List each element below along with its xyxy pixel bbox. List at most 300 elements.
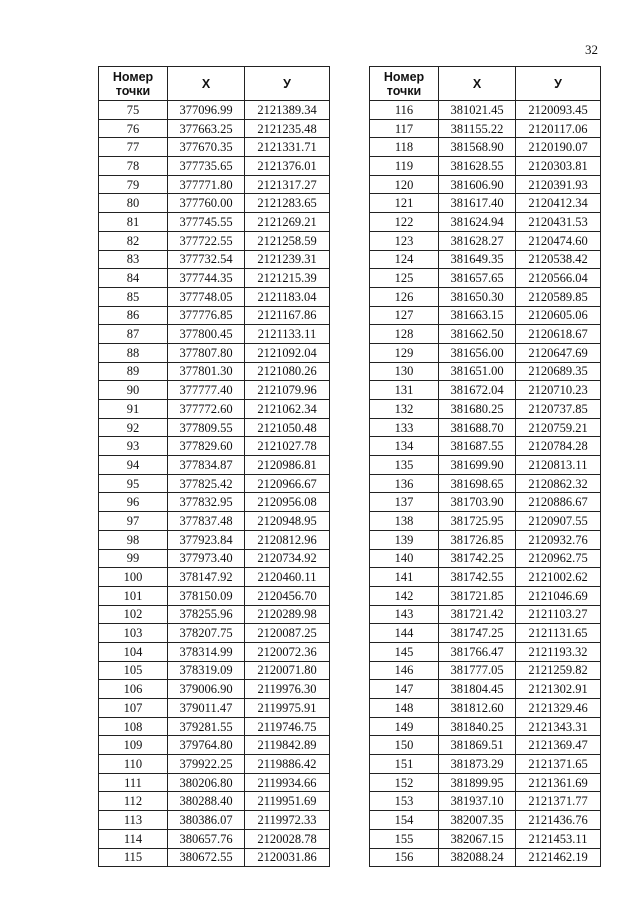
table-row bbox=[99, 138, 330, 157]
x-coordinate-cell: 382088.24 bbox=[439, 848, 516, 867]
point-number-cell: 134 bbox=[370, 437, 439, 456]
y-coordinate-cell: 2121453.11 bbox=[516, 829, 601, 848]
table-row bbox=[99, 549, 330, 568]
table-row bbox=[370, 474, 601, 493]
table-row bbox=[370, 362, 601, 381]
point-number-cell: 148 bbox=[370, 699, 439, 718]
x-coordinate-cell: 381606.90 bbox=[439, 175, 516, 194]
table-row bbox=[99, 306, 330, 325]
table-row bbox=[370, 549, 601, 568]
y-coordinate-cell: 2121389.34 bbox=[245, 101, 330, 120]
table-row bbox=[99, 287, 330, 306]
table-row bbox=[370, 250, 601, 269]
x-coordinate-cell: 377777.40 bbox=[168, 381, 245, 400]
table-header-row bbox=[99, 67, 330, 101]
y-coordinate-cell: 2120734.92 bbox=[245, 549, 330, 568]
y-coordinate-cell: 2121079.96 bbox=[245, 381, 330, 400]
y-coordinate-cell: 2121376.01 bbox=[245, 157, 330, 176]
y-coordinate-cell: 2120907.55 bbox=[516, 512, 601, 531]
y-coordinate-cell: 2121302.91 bbox=[516, 680, 601, 699]
table-row bbox=[99, 773, 330, 792]
y-coordinate-cell: 2120303.81 bbox=[516, 157, 601, 176]
x-coordinate-cell: 378255.96 bbox=[168, 605, 245, 624]
point-number-cell: 92 bbox=[99, 418, 168, 437]
y-coordinate-cell: 2121361.69 bbox=[516, 773, 601, 792]
point-number-cell: 83 bbox=[99, 250, 168, 269]
y-coordinate-cell: 2120962.75 bbox=[516, 549, 601, 568]
x-coordinate-cell: 377771.80 bbox=[168, 175, 245, 194]
x-coordinate-cell: 382067.15 bbox=[439, 829, 516, 848]
table-row bbox=[99, 848, 330, 867]
table-row bbox=[99, 325, 330, 344]
x-coordinate-cell: 381777.05 bbox=[439, 661, 516, 680]
table-row bbox=[370, 829, 601, 848]
table-row bbox=[370, 811, 601, 830]
y-coordinate-cell: 2120812.96 bbox=[245, 530, 330, 549]
y-coordinate-cell: 2120966.67 bbox=[245, 474, 330, 493]
point-number-cell: 96 bbox=[99, 493, 168, 512]
point-number-cell: 85 bbox=[99, 287, 168, 306]
point-number-cell: 100 bbox=[99, 568, 168, 587]
x-coordinate-cell: 377801.30 bbox=[168, 362, 245, 381]
point-number-cell: 129 bbox=[370, 343, 439, 362]
x-coordinate-cell: 380672.55 bbox=[168, 848, 245, 867]
point-number-cell: 145 bbox=[370, 642, 439, 661]
point-number-cell: 106 bbox=[99, 680, 168, 699]
x-coordinate-cell: 377800.45 bbox=[168, 325, 245, 344]
point-number-cell: 143 bbox=[370, 605, 439, 624]
x-coordinate-cell: 380386.07 bbox=[168, 811, 245, 830]
y-coordinate-cell: 2121343.31 bbox=[516, 717, 601, 736]
x-coordinate-cell: 381899.95 bbox=[439, 773, 516, 792]
point-number-cell: 109 bbox=[99, 736, 168, 755]
point-number-cell: 103 bbox=[99, 624, 168, 643]
x-coordinate-cell: 379922.25 bbox=[168, 755, 245, 774]
y-coordinate-cell: 2120566.04 bbox=[516, 269, 601, 288]
point-number-cell: 89 bbox=[99, 362, 168, 381]
table-row bbox=[370, 568, 601, 587]
x-coordinate-cell: 379011.47 bbox=[168, 699, 245, 718]
point-number-cell: 90 bbox=[99, 381, 168, 400]
header-y: У bbox=[245, 67, 330, 101]
x-coordinate-cell: 379281.55 bbox=[168, 717, 245, 736]
y-coordinate-cell: 2120605.06 bbox=[516, 306, 601, 325]
point-number-cell: 95 bbox=[99, 474, 168, 493]
y-coordinate-cell: 2120759.21 bbox=[516, 418, 601, 437]
x-coordinate-cell: 377735.65 bbox=[168, 157, 245, 176]
x-coordinate-cell: 381766.47 bbox=[439, 642, 516, 661]
y-coordinate-cell: 2121183.04 bbox=[245, 287, 330, 306]
point-number-cell: 139 bbox=[370, 530, 439, 549]
y-coordinate-cell: 2120737.85 bbox=[516, 400, 601, 419]
point-number-cell: 124 bbox=[370, 250, 439, 269]
y-coordinate-cell: 2120986.81 bbox=[245, 456, 330, 475]
y-coordinate-cell: 2120391.93 bbox=[516, 175, 601, 194]
x-coordinate-cell: 379006.90 bbox=[168, 680, 245, 699]
x-coordinate-cell: 377923.84 bbox=[168, 530, 245, 549]
table-row bbox=[370, 530, 601, 549]
y-coordinate-cell: 2121329.46 bbox=[516, 699, 601, 718]
x-coordinate-cell: 381663.15 bbox=[439, 306, 516, 325]
x-coordinate-cell: 381021.45 bbox=[439, 101, 516, 120]
table-row bbox=[370, 642, 601, 661]
table-row bbox=[99, 699, 330, 718]
point-number-cell: 115 bbox=[99, 848, 168, 867]
x-coordinate-cell: 381747.25 bbox=[439, 624, 516, 643]
point-number-cell: 86 bbox=[99, 306, 168, 325]
point-number-cell: 93 bbox=[99, 437, 168, 456]
table-row bbox=[99, 400, 330, 419]
table-row bbox=[99, 642, 330, 661]
y-coordinate-cell: 2121258.59 bbox=[245, 231, 330, 250]
point-number-cell: 119 bbox=[370, 157, 439, 176]
x-coordinate-cell: 378207.75 bbox=[168, 624, 245, 643]
x-coordinate-cell: 381725.95 bbox=[439, 512, 516, 531]
x-coordinate-cell: 381628.27 bbox=[439, 231, 516, 250]
point-number-cell: 105 bbox=[99, 661, 168, 680]
point-number-cell: 149 bbox=[370, 717, 439, 736]
y-coordinate-cell: 2120093.45 bbox=[516, 101, 601, 120]
y-coordinate-cell: 2120948.95 bbox=[245, 512, 330, 531]
point-number-cell: 94 bbox=[99, 456, 168, 475]
y-coordinate-cell: 2119972.33 bbox=[245, 811, 330, 830]
point-number-cell: 131 bbox=[370, 381, 439, 400]
x-coordinate-cell: 377670.35 bbox=[168, 138, 245, 157]
y-coordinate-cell: 2120589.85 bbox=[516, 287, 601, 306]
table-row bbox=[370, 175, 601, 194]
y-coordinate-cell: 2121002.62 bbox=[516, 568, 601, 587]
x-coordinate-cell: 377829.60 bbox=[168, 437, 245, 456]
x-coordinate-cell: 381687.55 bbox=[439, 437, 516, 456]
point-number-cell: 147 bbox=[370, 680, 439, 699]
table-row bbox=[370, 586, 601, 605]
x-coordinate-cell: 381617.40 bbox=[439, 194, 516, 213]
y-coordinate-cell: 2119934.66 bbox=[245, 773, 330, 792]
y-coordinate-cell: 2121369.47 bbox=[516, 736, 601, 755]
x-coordinate-cell: 381698.65 bbox=[439, 474, 516, 493]
x-coordinate-cell: 381688.70 bbox=[439, 418, 516, 437]
x-coordinate-cell: 377096.99 bbox=[168, 101, 245, 120]
y-coordinate-cell: 2121193.32 bbox=[516, 642, 601, 661]
table-row bbox=[370, 138, 601, 157]
x-coordinate-cell: 381721.85 bbox=[439, 586, 516, 605]
table-row bbox=[370, 101, 601, 120]
table-row bbox=[99, 381, 330, 400]
x-coordinate-cell: 381680.25 bbox=[439, 400, 516, 419]
table-row bbox=[370, 325, 601, 344]
point-number-cell: 116 bbox=[370, 101, 439, 120]
x-coordinate-cell: 377745.55 bbox=[168, 213, 245, 232]
table-row bbox=[370, 306, 601, 325]
y-coordinate-cell: 2120710.23 bbox=[516, 381, 601, 400]
table-body-right bbox=[370, 101, 601, 867]
y-coordinate-cell: 2121131.65 bbox=[516, 624, 601, 643]
y-coordinate-cell: 2121371.77 bbox=[516, 792, 601, 811]
header-x: X bbox=[168, 67, 245, 101]
y-coordinate-cell: 2120647.69 bbox=[516, 343, 601, 362]
table-row bbox=[99, 792, 330, 811]
point-number-cell: 99 bbox=[99, 549, 168, 568]
x-coordinate-cell: 377825.42 bbox=[168, 474, 245, 493]
table-row bbox=[370, 493, 601, 512]
table-row bbox=[370, 792, 601, 811]
point-number-cell: 155 bbox=[370, 829, 439, 848]
point-number-cell: 135 bbox=[370, 456, 439, 475]
point-number-cell: 141 bbox=[370, 568, 439, 587]
table-row bbox=[370, 231, 601, 250]
table-row bbox=[99, 250, 330, 269]
point-number-cell: 97 bbox=[99, 512, 168, 531]
x-coordinate-cell: 379764.80 bbox=[168, 736, 245, 755]
point-number-cell: 144 bbox=[370, 624, 439, 643]
table-row bbox=[99, 418, 330, 437]
y-coordinate-cell: 2120538.42 bbox=[516, 250, 601, 269]
x-coordinate-cell: 381721.42 bbox=[439, 605, 516, 624]
y-coordinate-cell: 2121062.34 bbox=[245, 400, 330, 419]
x-coordinate-cell: 381662.50 bbox=[439, 325, 516, 344]
point-number-cell: 130 bbox=[370, 362, 439, 381]
table-row bbox=[370, 512, 601, 531]
point-number-cell: 87 bbox=[99, 325, 168, 344]
x-coordinate-cell: 381650.30 bbox=[439, 287, 516, 306]
y-coordinate-cell: 2120071.80 bbox=[245, 661, 330, 680]
y-coordinate-cell: 2121239.31 bbox=[245, 250, 330, 269]
table-row bbox=[370, 213, 601, 232]
x-coordinate-cell: 377772.60 bbox=[168, 400, 245, 419]
y-coordinate-cell: 2120031.86 bbox=[245, 848, 330, 867]
x-coordinate-cell: 377973.40 bbox=[168, 549, 245, 568]
x-coordinate-cell: 381937.10 bbox=[439, 792, 516, 811]
x-coordinate-cell: 381869.51 bbox=[439, 736, 516, 755]
x-coordinate-cell: 377760.00 bbox=[168, 194, 245, 213]
point-number-cell: 152 bbox=[370, 773, 439, 792]
point-number-cell: 126 bbox=[370, 287, 439, 306]
point-number-cell: 128 bbox=[370, 325, 439, 344]
table-row bbox=[99, 231, 330, 250]
table-header-row bbox=[370, 67, 601, 101]
table-row bbox=[99, 175, 330, 194]
point-number-cell: 122 bbox=[370, 213, 439, 232]
x-coordinate-cell: 381624.94 bbox=[439, 213, 516, 232]
y-coordinate-cell: 2121167.86 bbox=[245, 306, 330, 325]
table-row bbox=[99, 101, 330, 120]
table-row bbox=[99, 717, 330, 736]
y-coordinate-cell: 2121436.76 bbox=[516, 811, 601, 830]
point-number-cell: 88 bbox=[99, 343, 168, 362]
table-row bbox=[99, 456, 330, 475]
point-number-cell: 138 bbox=[370, 512, 439, 531]
y-coordinate-cell: 2119746.75 bbox=[245, 717, 330, 736]
point-number-cell: 98 bbox=[99, 530, 168, 549]
x-coordinate-cell: 381804.45 bbox=[439, 680, 516, 699]
y-coordinate-cell: 2121283.65 bbox=[245, 194, 330, 213]
x-coordinate-cell: 377748.05 bbox=[168, 287, 245, 306]
y-coordinate-cell: 2121235.48 bbox=[245, 119, 330, 138]
y-coordinate-cell: 2121046.69 bbox=[516, 586, 601, 605]
y-coordinate-cell: 2121103.27 bbox=[516, 605, 601, 624]
point-number-cell: 120 bbox=[370, 175, 439, 194]
table-row bbox=[99, 437, 330, 456]
point-number-cell: 121 bbox=[370, 194, 439, 213]
x-coordinate-cell: 381699.90 bbox=[439, 456, 516, 475]
table-row bbox=[99, 119, 330, 138]
table-row bbox=[370, 418, 601, 437]
table-row bbox=[99, 829, 330, 848]
x-coordinate-cell: 381840.25 bbox=[439, 717, 516, 736]
table-row bbox=[370, 848, 601, 867]
point-number-cell: 136 bbox=[370, 474, 439, 493]
table-row bbox=[99, 343, 330, 362]
table-row bbox=[370, 773, 601, 792]
y-coordinate-cell: 2121331.71 bbox=[245, 138, 330, 157]
table-row bbox=[99, 493, 330, 512]
x-coordinate-cell: 378314.99 bbox=[168, 642, 245, 661]
table-row bbox=[99, 736, 330, 755]
table-row bbox=[370, 736, 601, 755]
x-coordinate-cell: 378319.09 bbox=[168, 661, 245, 680]
y-coordinate-cell: 2120474.60 bbox=[516, 231, 601, 250]
y-coordinate-cell: 2119975.91 bbox=[245, 699, 330, 718]
table-row bbox=[370, 680, 601, 699]
y-coordinate-cell: 2121269.21 bbox=[245, 213, 330, 232]
y-coordinate-cell: 2120862.32 bbox=[516, 474, 601, 493]
y-coordinate-cell: 2121050.48 bbox=[245, 418, 330, 437]
y-coordinate-cell: 2121080.26 bbox=[245, 362, 330, 381]
table-row bbox=[370, 456, 601, 475]
point-number-cell: 75 bbox=[99, 101, 168, 120]
y-coordinate-cell: 2120956.08 bbox=[245, 493, 330, 512]
x-coordinate-cell: 377837.48 bbox=[168, 512, 245, 531]
x-coordinate-cell: 378150.09 bbox=[168, 586, 245, 605]
x-coordinate-cell: 378147.92 bbox=[168, 568, 245, 587]
table-row bbox=[370, 194, 601, 213]
point-number-cell: 127 bbox=[370, 306, 439, 325]
point-number-cell: 79 bbox=[99, 175, 168, 194]
point-number-cell: 125 bbox=[370, 269, 439, 288]
header-point-number: Номер точки bbox=[370, 67, 439, 101]
table-row bbox=[99, 362, 330, 381]
y-coordinate-cell: 2120618.67 bbox=[516, 325, 601, 344]
y-coordinate-cell: 2120117.06 bbox=[516, 119, 601, 138]
point-number-cell: 123 bbox=[370, 231, 439, 250]
x-coordinate-cell: 377776.85 bbox=[168, 306, 245, 325]
table-row bbox=[370, 269, 601, 288]
x-coordinate-cell: 381155.22 bbox=[439, 119, 516, 138]
y-coordinate-cell: 2119976.30 bbox=[245, 680, 330, 699]
x-coordinate-cell: 381726.85 bbox=[439, 530, 516, 549]
y-coordinate-cell: 2121462.19 bbox=[516, 848, 601, 867]
table-row bbox=[99, 811, 330, 830]
table-row bbox=[370, 755, 601, 774]
x-coordinate-cell: 381651.00 bbox=[439, 362, 516, 381]
table-row bbox=[370, 381, 601, 400]
y-coordinate-cell: 2120784.28 bbox=[516, 437, 601, 456]
y-coordinate-cell: 2120813.11 bbox=[516, 456, 601, 475]
table-row bbox=[370, 661, 601, 680]
coordinates-table-right bbox=[369, 66, 601, 867]
point-number-cell: 82 bbox=[99, 231, 168, 250]
point-number-cell: 142 bbox=[370, 586, 439, 605]
y-coordinate-cell: 2119951.69 bbox=[245, 792, 330, 811]
x-coordinate-cell: 381742.25 bbox=[439, 549, 516, 568]
table-row bbox=[370, 699, 601, 718]
x-coordinate-cell: 381703.90 bbox=[439, 493, 516, 512]
x-coordinate-cell: 377744.35 bbox=[168, 269, 245, 288]
point-number-cell: 150 bbox=[370, 736, 439, 755]
table-row bbox=[99, 213, 330, 232]
x-coordinate-cell: 381649.35 bbox=[439, 250, 516, 269]
y-coordinate-cell: 2121215.39 bbox=[245, 269, 330, 288]
header-x: X bbox=[439, 67, 516, 101]
table-row bbox=[370, 287, 601, 306]
x-coordinate-cell: 377663.25 bbox=[168, 119, 245, 138]
x-coordinate-cell: 377722.55 bbox=[168, 231, 245, 250]
point-number-cell: 132 bbox=[370, 400, 439, 419]
table-row bbox=[370, 717, 601, 736]
x-coordinate-cell: 381568.90 bbox=[439, 138, 516, 157]
table-row bbox=[370, 157, 601, 176]
table-row bbox=[99, 157, 330, 176]
table-row bbox=[99, 568, 330, 587]
table-row bbox=[370, 605, 601, 624]
x-coordinate-cell: 377732.54 bbox=[168, 250, 245, 269]
point-number-cell: 156 bbox=[370, 848, 439, 867]
y-coordinate-cell: 2120456.70 bbox=[245, 586, 330, 605]
x-coordinate-cell: 381672.04 bbox=[439, 381, 516, 400]
table-row bbox=[370, 400, 601, 419]
point-number-cell: 112 bbox=[99, 792, 168, 811]
y-coordinate-cell: 2119886.42 bbox=[245, 755, 330, 774]
y-coordinate-cell: 2121371.65 bbox=[516, 755, 601, 774]
y-coordinate-cell: 2120932.76 bbox=[516, 530, 601, 549]
table-row bbox=[99, 680, 330, 699]
x-coordinate-cell: 380657.76 bbox=[168, 829, 245, 848]
point-number-cell: 140 bbox=[370, 549, 439, 568]
y-coordinate-cell: 2120190.07 bbox=[516, 138, 601, 157]
point-number-cell: 81 bbox=[99, 213, 168, 232]
point-number-cell: 153 bbox=[370, 792, 439, 811]
table-row bbox=[370, 343, 601, 362]
point-number-cell: 111 bbox=[99, 773, 168, 792]
y-coordinate-cell: 2120072.36 bbox=[245, 642, 330, 661]
point-number-cell: 114 bbox=[99, 829, 168, 848]
y-coordinate-cell: 2120087.25 bbox=[245, 624, 330, 643]
header-point-number: Номер точки bbox=[99, 67, 168, 101]
x-coordinate-cell: 380206.80 bbox=[168, 773, 245, 792]
table-row bbox=[99, 530, 330, 549]
point-number-cell: 76 bbox=[99, 119, 168, 138]
table-row bbox=[99, 624, 330, 643]
y-coordinate-cell: 2121317.27 bbox=[245, 175, 330, 194]
table-row bbox=[99, 605, 330, 624]
x-coordinate-cell: 381657.65 bbox=[439, 269, 516, 288]
point-number-cell: 151 bbox=[370, 755, 439, 774]
x-coordinate-cell: 381742.55 bbox=[439, 568, 516, 587]
y-coordinate-cell: 2120460.11 bbox=[245, 568, 330, 587]
x-coordinate-cell: 381812.60 bbox=[439, 699, 516, 718]
point-number-cell: 118 bbox=[370, 138, 439, 157]
point-number-cell: 107 bbox=[99, 699, 168, 718]
table-row bbox=[99, 194, 330, 213]
point-number-cell: 77 bbox=[99, 138, 168, 157]
point-number-cell: 133 bbox=[370, 418, 439, 437]
y-coordinate-cell: 2121133.11 bbox=[245, 325, 330, 344]
point-number-cell: 80 bbox=[99, 194, 168, 213]
y-coordinate-cell: 2120289.98 bbox=[245, 605, 330, 624]
point-number-cell: 102 bbox=[99, 605, 168, 624]
y-coordinate-cell: 2120689.35 bbox=[516, 362, 601, 381]
table-row bbox=[99, 269, 330, 288]
